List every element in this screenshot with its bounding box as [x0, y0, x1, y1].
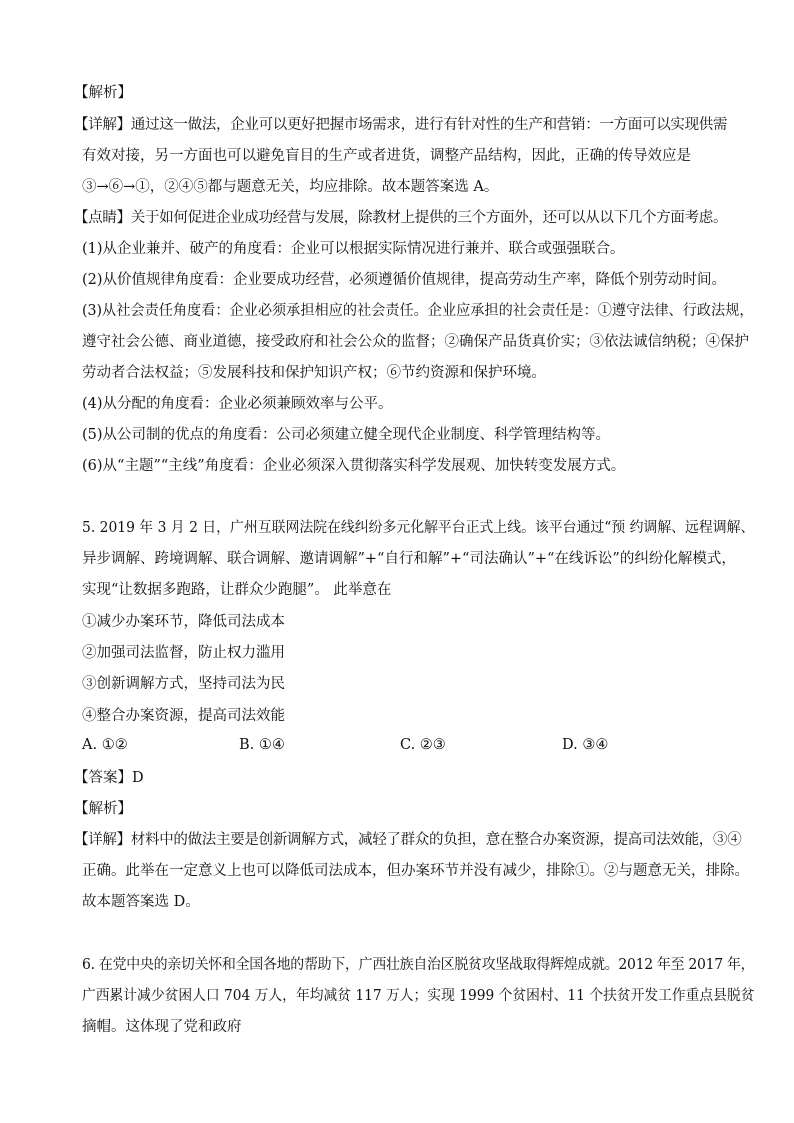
option-c: C. ②③ [400, 737, 446, 753]
tips-line: (2)从价值规律角度看：企业要成功经营，必须遵循价值规律，提高劳动生产率，降低个别劳动时间。 [82, 272, 727, 288]
option-a: A. ①② [82, 737, 128, 753]
tips-line: (5)从公司制的优点的角度看：公司必须建立健全现代企业制度、科学管理结构等。 [82, 427, 611, 443]
question-5-options [74, 737, 734, 757]
option-b: B. ①④ [239, 737, 285, 753]
question-6-stem: 广西累计减少贫困人口 704 万人，年均减贫 117 万人；实现 1999 个贫困村、11 个扶贫开发工作重点县脱贫 [82, 988, 755, 1004]
question-6-stem: 摘帽。这体现了党和政府 [82, 1019, 242, 1035]
question-6-stem: 6. 在党中央的亲切关怀和全国各地的帮助下，广西壮族自治区脱贫攻坚战取得辉煌成就。2012 年至 2017 年， [82, 957, 755, 973]
tips-line: (6)从“主题”“主线”角度看：企业必须深入贯彻落实科学发展观、加快转变发展方式。 [82, 458, 626, 474]
question-5-stem: 异步调解、跨境调解、联合调解、邀请调解”+“自行和解”+“司法确认”+“在线诉讼”的纠纷化解模式， [82, 551, 736, 567]
detail-line: 【详解】材料中的做法主要是创新调解方式，减轻了群众的负担，意在整合办案资源，提高司法效能，③④ [74, 832, 742, 848]
question-5-stem: 5. 2019 年 3 月 2 日，广州互联网法院在线纠纷多元化解平台正式上线。该平台通过“预 约调解、远程调解、 [82, 520, 755, 536]
tips-line: 【点睛】关于如何促进企业成功经营与发展，除教材上提供的三个方面外，还可以从以下几个方面考虑。 [74, 210, 728, 226]
option-d: D. ③④ [562, 737, 609, 753]
detail-line: 有效对接，另一方面也可以避免盲目的生产或者进货，调整产品结构，因此，正确的传导效应是 [82, 148, 691, 164]
tips-line: (3)从社会责任角度看：企业必须承担相应的社会责任。企业应承担的社会责任是：①遵守法律、行政法规， [82, 303, 754, 319]
question-5-item: ③创新调解方式，坚持司法为民 [82, 676, 285, 692]
detail-line: 故本题答案选 D。 [82, 894, 200, 910]
question-5-item: ④整合办案资源，提高司法效能 [82, 708, 285, 724]
tips-line: 遵守社会公德、商业道德，接受政府和社会公众的监督；②确保产品货真价实；③依法诚信纳税；④保护 [82, 334, 749, 350]
question-5-stem: 实现“让数据多跑路，让群众少跑腿”。 此举意在 [82, 582, 392, 598]
analysis-label: 【解析】 [74, 801, 132, 817]
detail-line: ③→⑥→①，②④⑤都与题意无关，均应排除。故本题答案选 A。 [82, 179, 499, 195]
tips-line: (4)从分配的角度看：企业必须兼顾效率与公平。 [82, 396, 393, 412]
question-5-item: ②加强司法监督，防止权力滥用 [82, 645, 285, 661]
answer-label: 【答案】D [74, 770, 144, 786]
question-5-item: ①减少办案环节，降低司法成本 [82, 614, 285, 630]
detail-line: 正确。此举在一定意义上也可以降低司法成本，但办案环节并没有减少，排除①。②与题意无关，排除。 [82, 863, 749, 879]
tips-line: (1)从企业兼并、破产的角度看：企业可以根据实际情况进行兼并、联合或强强联合。 [82, 241, 625, 257]
detail-line: 【详解】通过这一做法，企业可以更好把握市场需求，进行有针对性的生产和营销：一方面可以实现供需 [74, 117, 728, 133]
analysis-label: 【解析】 [74, 85, 132, 101]
tips-line: 劳动者合法权益；⑤发展科技和保护知识产权；⑥节约资源和保护环境。 [82, 365, 546, 381]
